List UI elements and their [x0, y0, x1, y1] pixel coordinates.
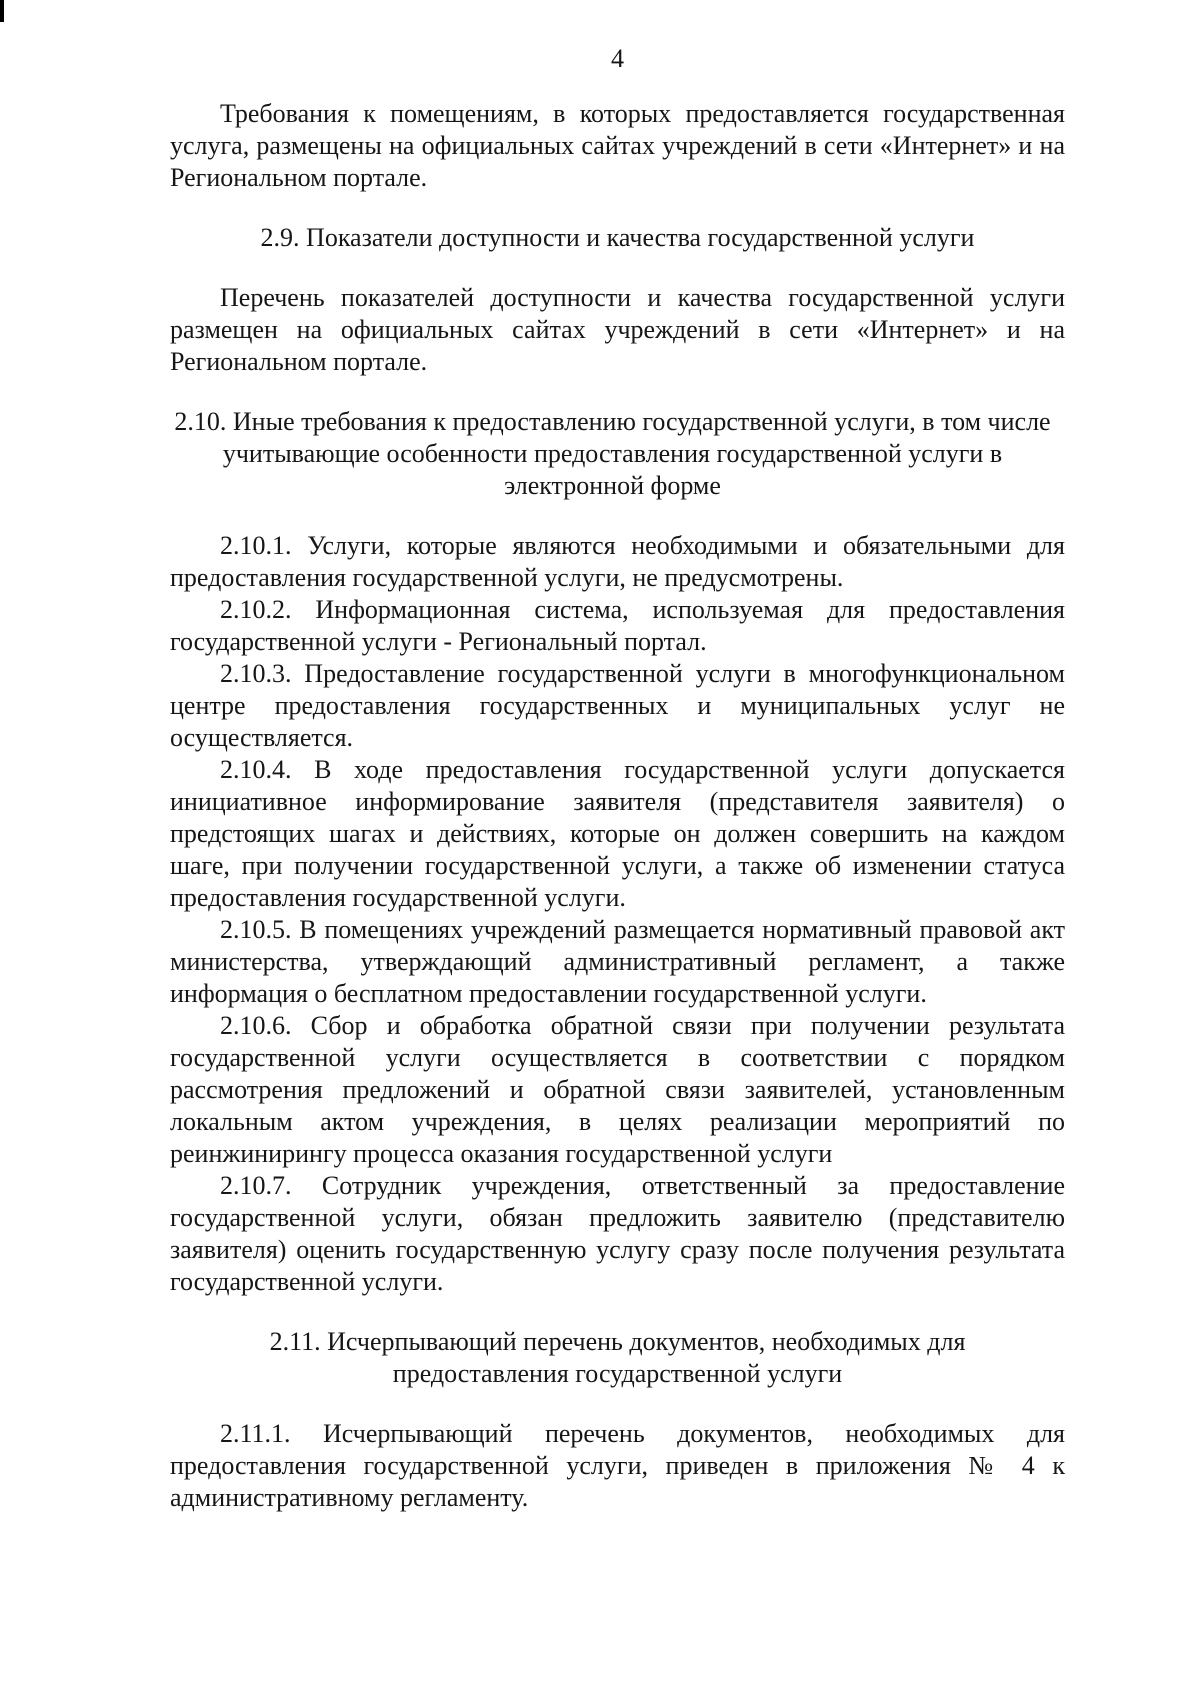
- heading-2-11: 2.11. Исчерпывающий перечень документов, необходимых для предоставления государственной услуги: [269, 1327, 966, 1388]
- scan-edge-mark: [0, 0, 4, 22]
- paragraph-2-10-7: 2.10.7. Сотрудник учреждения, ответственный за предоставление государственной услуги, обязан предложить заявителю (представителю заявителя) оценить государственную услугу сразу после получения результата государственной услуги.: [170, 1171, 1065, 1296]
- paragraph-2-10-5: 2.10.5. В помещениях учреждений размещается нормативный правовой акт министерства, утверждающий административный регламент, а также информация о бесплатном предоставлении государственной услуги.: [170, 915, 1065, 1008]
- paragraph-2-10-3: 2.10.3. Предоставление государственной услуги в многофункциональном центре предоставления государственных и муниципальных услуг не осуществляется.: [170, 659, 1065, 752]
- paragraph-indicators-list: Перечень показателей доступности и качества государственной услуги размещен на официальных сайтах учреждений в сети «Интернет» и на Региональном портале.: [170, 283, 1065, 376]
- page-number: 4: [611, 44, 624, 73]
- paragraph-2-10-6: 2.10.6. Сбор и обработка обратной связи при получении результата государственной услуги осуществляется в соответствии с порядком рассмотрения предложений и обратной связи заявителей, установленным локальным актом учреждения, в целях реализации мероприятий по реинжинирингу процесса оказания государственной услуги: [170, 1011, 1065, 1168]
- paragraph-2-10-1: 2.10.1. Услуги, которые являются необходимыми и обязательными для предоставления государственной услуги, не предусмотрены.: [170, 531, 1065, 592]
- paragraph-2-10-4: 2.10.4. В ходе предоставления государственной услуги допускается инициативное информирование заявителя (представителя заявителя) о предстоящих шагах и действиях, которые он должен совершить на каждом шаге, при получении государственной услуги, а также об изменении статуса предоставления государственной услуги.: [170, 755, 1065, 912]
- heading-2-9: 2.9. Показатели доступности и качества государственной услуги: [260, 223, 975, 252]
- heading-2-10: 2.10. Иные требования к предоставлению государственной услуги, в том числе учитывающие особенности предоставления государственной услуги в электронной форме: [174, 407, 1051, 500]
- paragraph-2-11-1: 2.11.1. Исчерпывающий перечень документов, необходимых для предоставления государственной услуги, приведен в приложения № 4 к административному регламенту.: [170, 1419, 1065, 1512]
- document-body: [170, 98, 1065, 1514]
- paragraph-premises-requirements: Требования к помещениям, в которых предоставляется государственная услуга, размещены на официальных сайтах учреждений в сети «Интернет» и на Региональном портале.: [170, 99, 1065, 192]
- paragraph-2-10-2: 2.10.2. Информационная система, используемая для предоставления государственной услуги - Региональный портал.: [170, 595, 1065, 656]
